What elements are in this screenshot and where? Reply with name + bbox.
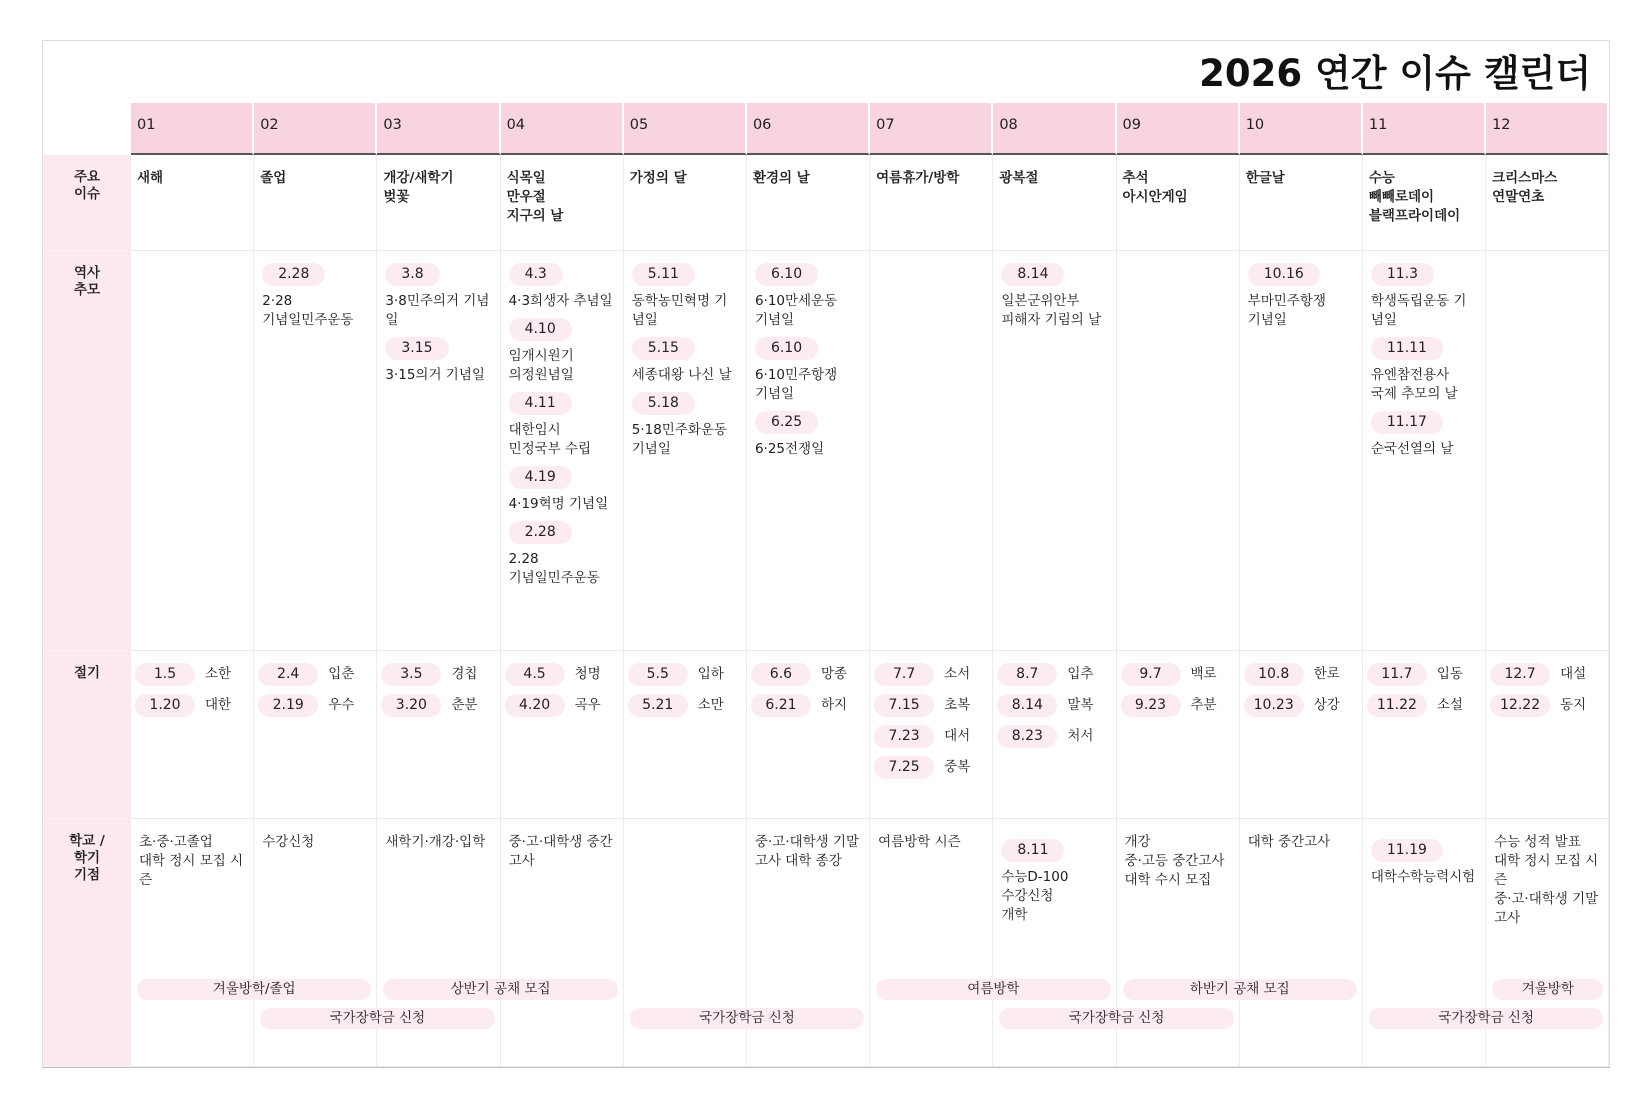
month-header: 02 <box>254 103 377 155</box>
solar-terms-cell <box>1117 651 1240 819</box>
row-label-line: 절기 <box>73 665 101 681</box>
history-event <box>385 292 493 330</box>
history-event-line: 5·18민주화운동 <box>631 422 728 438</box>
school-cell <box>1486 819 1609 1067</box>
history-event <box>755 292 863 330</box>
history-event <box>509 347 617 385</box>
solar-term <box>874 756 988 779</box>
solar-terms-cell <box>1363 651 1486 819</box>
solar-term-date: 3.5 <box>381 663 441 686</box>
solar-term <box>258 663 372 686</box>
period-band: 상반기 공채 모집 <box>383 979 617 1000</box>
history-cell <box>1363 251 1486 651</box>
history-event-line: 국제 추모의 날 <box>1370 386 1458 402</box>
history-event-line: 2.28 <box>508 551 539 567</box>
solar-term-date: 4.20 <box>505 694 565 717</box>
history-date-badge: 6.25 <box>755 411 818 434</box>
school-cell <box>377 819 500 1067</box>
month-header: 04 <box>501 103 624 155</box>
history-event-line: 동학농민혁명 기 <box>631 293 728 309</box>
solar-term-date: 6.21 <box>751 694 811 717</box>
period-band: 여름방학 <box>876 979 1110 1000</box>
solar-term-name: 망종 <box>820 666 848 682</box>
solar-term-name: 상강 <box>1313 697 1340 713</box>
row-label-issues <box>43 155 131 251</box>
solar-term <box>1244 694 1358 717</box>
school-event-line: 개학 <box>1001 907 1028 923</box>
row-label-line: 역사 <box>73 265 101 281</box>
history-event-line: 기념일 <box>754 312 795 328</box>
calendar-frame <box>42 40 1610 1068</box>
history-event-line: 6·10만세운동 <box>754 293 838 309</box>
history-event <box>509 292 617 311</box>
solar-terms-cell <box>993 651 1116 819</box>
issue-item: 추석 <box>1122 170 1149 186</box>
issues-cell <box>131 155 254 251</box>
history-event-line: 3·15의거 기념일 <box>385 367 485 383</box>
history-event-line: 기념일민주운동 <box>508 570 600 586</box>
issue-item: 새해 <box>137 170 164 186</box>
school-event-line: 대학 수시 모집 <box>1124 872 1212 888</box>
corner-cell <box>43 103 131 155</box>
school-event-line: 수능D-100 <box>1001 869 1069 885</box>
period-band: 국가장학금 신청 <box>999 1008 1233 1029</box>
solar-term <box>751 663 865 686</box>
school-event-line: 즌 <box>139 872 153 888</box>
solar-term <box>258 694 372 717</box>
school-event-line: 수능 성적 발표 <box>1494 834 1581 850</box>
history-date-badge: 11.3 <box>1371 263 1434 286</box>
school-cell <box>1363 819 1486 1067</box>
solar-term <box>874 725 988 748</box>
solar-term-date: 8.14 <box>997 694 1057 717</box>
solar-term <box>1490 663 1604 686</box>
solar-term <box>1367 694 1481 717</box>
solar-term-name: 동지 <box>1560 697 1587 713</box>
issue-item: 식목일 <box>506 170 546 186</box>
issue-item: 수능 <box>1368 170 1395 186</box>
issues-cell <box>1117 155 1240 251</box>
issue-item: 블랙프라이데이 <box>1368 208 1461 224</box>
solar-terms-cell <box>870 651 993 819</box>
history-date-badge: 6.10 <box>755 263 818 286</box>
month-header: 09 <box>1117 103 1240 155</box>
solar-term <box>1244 663 1358 686</box>
history-date-badge: 3.8 <box>385 263 439 286</box>
issue-item: 여름휴가/방학 <box>876 170 960 186</box>
history-event-line: 일본군위안부 <box>1001 293 1080 309</box>
row-label-line: 학기 <box>73 850 101 866</box>
issue-item: 크리스마스 <box>1492 170 1558 186</box>
row-label-line: 주요 <box>73 169 101 185</box>
month-header: 03 <box>377 103 500 155</box>
history-event-line: 3·8민주의거 기념 <box>385 293 490 309</box>
school-event-line: 대학 중간고사 <box>1247 834 1331 850</box>
history-event-line: 기념일 <box>1247 312 1287 328</box>
solar-term-date: 12.22 <box>1490 694 1550 717</box>
history-event-line: 기념일민주운동 <box>262 312 354 328</box>
history-event-line: 일 <box>385 312 399 328</box>
row-label-line: 추모 <box>73 282 101 298</box>
solar-term-name: 입동 <box>1436 666 1463 682</box>
solar-terms-cell <box>377 651 500 819</box>
solar-terms-cell <box>1240 651 1363 819</box>
solar-term-date: 11.22 <box>1367 694 1427 717</box>
issues-cell <box>747 155 870 251</box>
solar-term-date: 2.19 <box>258 694 318 717</box>
school-event-line: 고사 <box>1494 910 1521 926</box>
history-event-line: 의정원념일 <box>508 367 574 383</box>
month-header: 11 <box>1363 103 1486 155</box>
history-cell <box>1240 251 1363 651</box>
history-cell <box>624 251 747 651</box>
issue-item: 개강/새학기 <box>383 170 454 186</box>
history-event-line: 념일 <box>1370 312 1397 328</box>
issues-cell <box>254 155 377 251</box>
history-date-badge: 5.15 <box>632 337 695 360</box>
school-event-line: 고사 대학 종강 <box>754 853 842 869</box>
school-date-badge: 11.19 <box>1371 839 1443 862</box>
issues-cell <box>377 155 500 251</box>
history-cell <box>747 251 870 651</box>
school-cell <box>747 819 870 1067</box>
history-event-line: 6·10민주항쟁 <box>754 367 838 383</box>
issue-item: 졸업 <box>260 170 287 186</box>
issue-item: 한글날 <box>1245 170 1285 186</box>
school-event-line: 고사 <box>508 853 535 869</box>
month-header: 05 <box>624 103 747 155</box>
solar-term-date: 4.5 <box>505 663 565 686</box>
solar-term-name: 경칩 <box>451 666 478 682</box>
history-event-line: 민정국부 수립 <box>508 441 592 457</box>
solar-term-date: 12.7 <box>1490 663 1550 686</box>
solar-term-date: 5.21 <box>628 694 688 717</box>
solar-term-date: 10.8 <box>1244 663 1304 686</box>
school-event-line: 즌 <box>1494 872 1508 888</box>
solar-term <box>628 694 742 717</box>
history-event <box>262 292 370 330</box>
solar-term-date: 7.23 <box>874 725 934 748</box>
solar-term <box>505 663 619 686</box>
history-event-line: 임개시원기 <box>508 348 574 364</box>
history-cell <box>1117 251 1240 651</box>
history-date-badge: 6.10 <box>755 337 818 360</box>
solar-terms-cell <box>1486 651 1609 819</box>
history-event-line: 2·28 <box>262 293 293 309</box>
history-event-line: 유엔참전용사 <box>1370 367 1450 383</box>
solar-term-name: 한로 <box>1313 666 1340 682</box>
period-band: 하반기 공채 모집 <box>1123 979 1357 1000</box>
solar-term-name: 소만 <box>697 697 724 713</box>
solar-terms-cell <box>254 651 377 819</box>
history-event <box>755 440 863 459</box>
row-label-solar-terms <box>43 651 131 819</box>
history-date-badge: 10.16 <box>1248 263 1320 286</box>
solar-term-date: 8.23 <box>997 725 1057 748</box>
school-cell <box>501 819 624 1067</box>
history-date-badge: 5.11 <box>632 263 695 286</box>
solar-terms-cell <box>747 651 870 819</box>
calendar-grid <box>43 103 1609 1067</box>
solar-term <box>628 663 742 686</box>
solar-term-name: 입춘 <box>328 666 355 682</box>
school-cell <box>254 819 377 1067</box>
school-event-line: 중·고등 중간고사 <box>1124 853 1225 869</box>
history-date-badge: 4.11 <box>509 392 572 415</box>
history-cell <box>377 251 500 651</box>
history-date-badge: 5.18 <box>632 392 695 415</box>
solar-term-date: 1.5 <box>135 663 195 686</box>
school-cell <box>131 819 254 1067</box>
solar-term <box>1121 663 1235 686</box>
issues-cell <box>870 155 993 251</box>
solar-term <box>505 694 619 717</box>
solar-term <box>381 694 495 717</box>
issues-cell <box>1363 155 1486 251</box>
row-label-line: 이슈 <box>73 186 101 202</box>
issue-item: 광복절 <box>999 170 1039 186</box>
history-event <box>385 366 493 385</box>
history-date-badge: 4.19 <box>509 466 572 489</box>
solar-term-date: 7.7 <box>874 663 934 686</box>
solar-terms-cell <box>501 651 624 819</box>
solar-term-date: 8.7 <box>997 663 1057 686</box>
solar-term-name: 우수 <box>328 697 355 713</box>
school-event-line: 대학수학능력시험 <box>1370 869 1476 885</box>
history-event <box>509 495 617 514</box>
solar-term-date: 9.23 <box>1121 694 1181 717</box>
solar-term <box>1490 694 1604 717</box>
history-cell <box>1486 251 1609 651</box>
history-cell <box>870 251 993 651</box>
solar-term-date: 1.20 <box>135 694 195 717</box>
history-event-line: 대한임시 <box>508 422 561 438</box>
solar-term-date: 7.15 <box>874 694 934 717</box>
period-band: 겨울방학/졸업 <box>137 979 371 1000</box>
issues-cell <box>993 155 1116 251</box>
issue-item: 지구의 날 <box>506 208 564 224</box>
school-event-line: 새학기·개강·입학 <box>385 834 486 850</box>
school-date-badge: 8.11 <box>1001 839 1064 862</box>
issues-cell <box>1486 155 1609 251</box>
history-event <box>632 421 740 459</box>
school-event-line: 중·고·대학생 기말 <box>754 834 860 850</box>
solar-term <box>381 663 495 686</box>
row-label-line: 기점 <box>73 867 101 883</box>
solar-terms-cell <box>624 651 747 819</box>
school-cell <box>624 819 747 1067</box>
history-event <box>1248 292 1356 330</box>
solar-term <box>874 694 988 717</box>
history-event-line: 순국선열의 날 <box>1370 441 1454 457</box>
page-title: 2026 연간 이슈 캘린더 <box>1199 52 1591 95</box>
history-date-badge: 11.11 <box>1371 337 1443 360</box>
school-event-line: 초·중·고졸업 <box>139 834 213 850</box>
history-event-line: 학생독립운동 기 <box>1370 293 1467 309</box>
issues-cell <box>501 155 624 251</box>
solar-term-date: 9.7 <box>1121 663 1181 686</box>
school-event-line: 여름방학 시즌 <box>878 834 961 850</box>
solar-term-name: 초복 <box>944 697 971 713</box>
solar-term-name: 소한 <box>205 666 232 682</box>
month-header: 08 <box>993 103 1116 155</box>
issue-item: 만우절 <box>506 189 546 205</box>
history-event-line: 피해자 기림의 날 <box>1001 312 1102 328</box>
history-event <box>1001 292 1109 330</box>
solar-term-name: 말복 <box>1067 697 1094 713</box>
history-cell <box>131 251 254 651</box>
history-date-badge: 3.15 <box>385 337 448 360</box>
history-event-line: 부마민주항쟁 <box>1247 293 1326 309</box>
issue-item: 가정의 달 <box>629 170 687 186</box>
month-header: 12 <box>1486 103 1609 155</box>
history-event <box>632 366 740 385</box>
history-event-line: 4·19혁명 기념일 <box>508 496 609 512</box>
issues-cell <box>1240 155 1363 251</box>
school-cell <box>993 819 1116 1067</box>
solar-term <box>997 694 1111 717</box>
solar-term-name: 처서 <box>1067 728 1094 744</box>
solar-term-name: 중복 <box>944 759 971 775</box>
solar-term-name: 입하 <box>697 666 724 682</box>
solar-term-name: 곡우 <box>574 697 601 713</box>
history-date-badge: 4.10 <box>509 318 572 341</box>
month-header: 06 <box>747 103 870 155</box>
history-event <box>509 421 617 459</box>
solar-terms-cell <box>131 651 254 819</box>
solar-term-name: 백로 <box>1190 666 1217 682</box>
history-date-badge: 2.28 <box>509 521 572 544</box>
solar-term <box>135 694 249 717</box>
period-band: 국가장학금 신청 <box>630 1008 864 1029</box>
school-event-line: 중·고·대학생 기말 <box>1494 891 1599 907</box>
row-label-line: 학교 / <box>69 833 105 849</box>
issue-item: 벚꽃 <box>383 189 410 205</box>
history-date-badge: 8.14 <box>1001 263 1064 286</box>
period-band: 국가장학금 신청 <box>1369 1008 1603 1029</box>
solar-term-name: 대한 <box>205 697 232 713</box>
issue-item: 환경의 날 <box>752 170 810 186</box>
solar-term-name: 소서 <box>944 666 971 682</box>
issue-item: 아시안게임 <box>1122 189 1188 205</box>
solar-term-date: 10.23 <box>1244 694 1304 717</box>
history-event-line: 6·25전쟁일 <box>754 441 825 457</box>
solar-term-date: 3.20 <box>381 694 441 717</box>
period-band: 겨울방학 <box>1492 979 1603 1000</box>
issue-item: 빼빼로데이 <box>1368 189 1435 205</box>
solar-term <box>997 663 1111 686</box>
history-event <box>755 366 863 404</box>
school-event-line: 대학 정시 모집 시 <box>1494 853 1599 869</box>
solar-term <box>135 663 249 686</box>
row-label-history <box>43 251 131 651</box>
month-header: 07 <box>870 103 993 155</box>
solar-term-name: 소설 <box>1436 697 1463 713</box>
solar-term-date: 7.25 <box>874 756 934 779</box>
history-event <box>1371 292 1479 330</box>
school-event-line: 수강신청 <box>262 834 315 850</box>
school-event-line: 중·고·대학생 중간 <box>508 834 613 850</box>
history-date-badge: 4.3 <box>509 263 563 286</box>
solar-term <box>751 694 865 717</box>
school-cell <box>1240 819 1363 1067</box>
history-event <box>1371 440 1479 459</box>
school-event-line: 수강신청 <box>1001 888 1054 904</box>
history-event-line: 기념일 <box>754 386 795 402</box>
solar-term-name: 하지 <box>820 697 848 713</box>
solar-term-date: 11.7 <box>1367 663 1427 686</box>
solar-term-name: 대서 <box>944 728 971 744</box>
history-event-line: 4·3희생자 추념일 <box>508 293 613 309</box>
month-header: 10 <box>1240 103 1363 155</box>
solar-term <box>874 663 988 686</box>
solar-term <box>997 725 1111 748</box>
month-header: 01 <box>131 103 254 155</box>
solar-term-name: 대설 <box>1560 666 1587 682</box>
history-event-line: 기념일 <box>631 441 671 457</box>
history-cell <box>501 251 624 651</box>
solar-term <box>1121 694 1235 717</box>
solar-term <box>1367 663 1481 686</box>
school-cell <box>870 819 993 1067</box>
solar-term-date: 5.5 <box>628 663 688 686</box>
history-cell <box>993 251 1116 651</box>
solar-term-name: 청명 <box>574 666 601 682</box>
history-event-line: 념일 <box>631 312 658 328</box>
issues-cell <box>624 155 747 251</box>
history-date-badge: 11.17 <box>1371 411 1443 434</box>
history-event <box>509 550 617 588</box>
solar-term-date: 6.6 <box>751 663 811 686</box>
row-label-school <box>43 819 131 1067</box>
history-cell <box>254 251 377 651</box>
solar-term-date: 2.4 <box>258 663 318 686</box>
history-event <box>1371 366 1479 404</box>
issue-item: 연말연초 <box>1492 189 1545 205</box>
solar-term-name: 추분 <box>1190 697 1217 713</box>
school-event-line: 개강 <box>1124 834 1151 850</box>
solar-term-name: 입추 <box>1067 666 1094 682</box>
history-event <box>632 292 740 330</box>
solar-term-name: 춘분 <box>451 697 478 713</box>
school-cell <box>1117 819 1240 1067</box>
history-date-badge: 2.28 <box>262 263 325 286</box>
school-event-line: 대학 정시 모집 시 <box>139 853 244 869</box>
history-event-line: 세종대왕 나신 날 <box>631 367 732 383</box>
period-band: 국가장학금 신청 <box>260 1008 494 1029</box>
